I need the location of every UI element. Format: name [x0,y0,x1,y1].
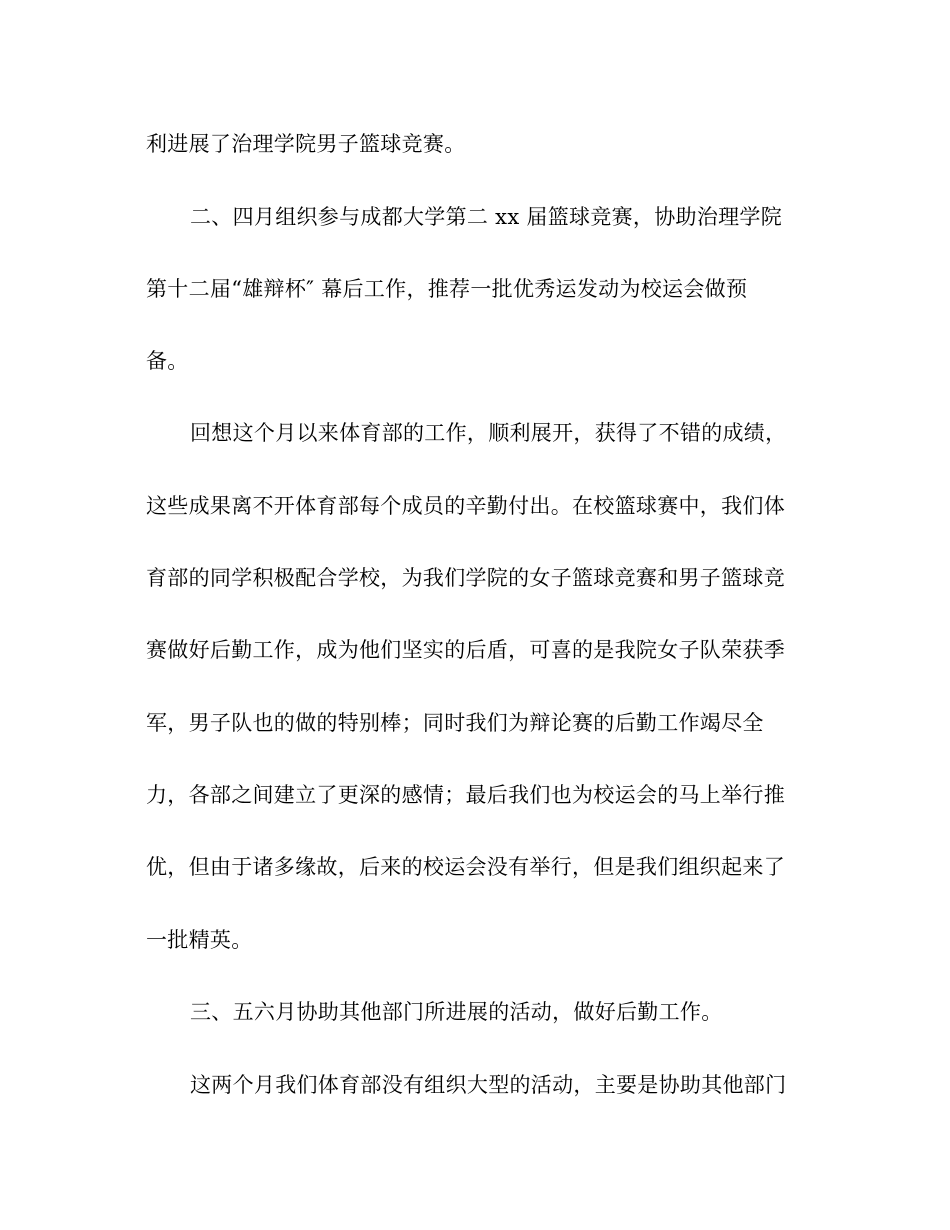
text-line-5: 回想这个月以来体育部的工作，顺利展开，获得了不错的成绩， [190,421,787,445]
text-line-11: 优，但由于诸多缘故，后来的校运会没有举行，但是我们组织起来了 [146,855,785,879]
text-line-13: 三、五六月协助其他部门所进展的活动，做好后勤工作。 [190,1000,723,1024]
text-line-7: 育部的同学积极配合学校，为我们学院的女子篮球竞赛和男子篮球竞 [146,566,785,590]
text-line-6: 这些成果离不开体育部每个成员的辛勤付出。在校篮球赛中，我们体 [146,494,785,518]
text-line-3: 第十二届“雄辩杯″ 幕后工作，推荐一批优秀运发动为校运会做预 [146,277,748,301]
text-line-10: 力，各部之间建立了更深的感情；最后我们也为校运会的马上举行推 [146,783,785,807]
text-line-2: 二、四月组织参与成都大学第二 xx 届篮球竞赛，协助治理学院 [190,205,783,229]
text-line-12: 一批精英。 [146,928,253,952]
text-line-14: 这两个月我们体育部没有组织大型的活动，主要是协助其他部门 [190,1073,787,1097]
text-line-8: 赛做好后勤工作，成为他们坚实的后盾，可喜的是我院女子队荣获季 [146,638,785,662]
text-line-4: 备。 [146,349,189,373]
text-line-1: 利进展了治理学院男子篮球竞赛。 [146,132,466,156]
text-line-9: 军，男子队也的做的特别棒；同时我们为辩论赛的后勤工作竭尽全 [146,711,764,735]
